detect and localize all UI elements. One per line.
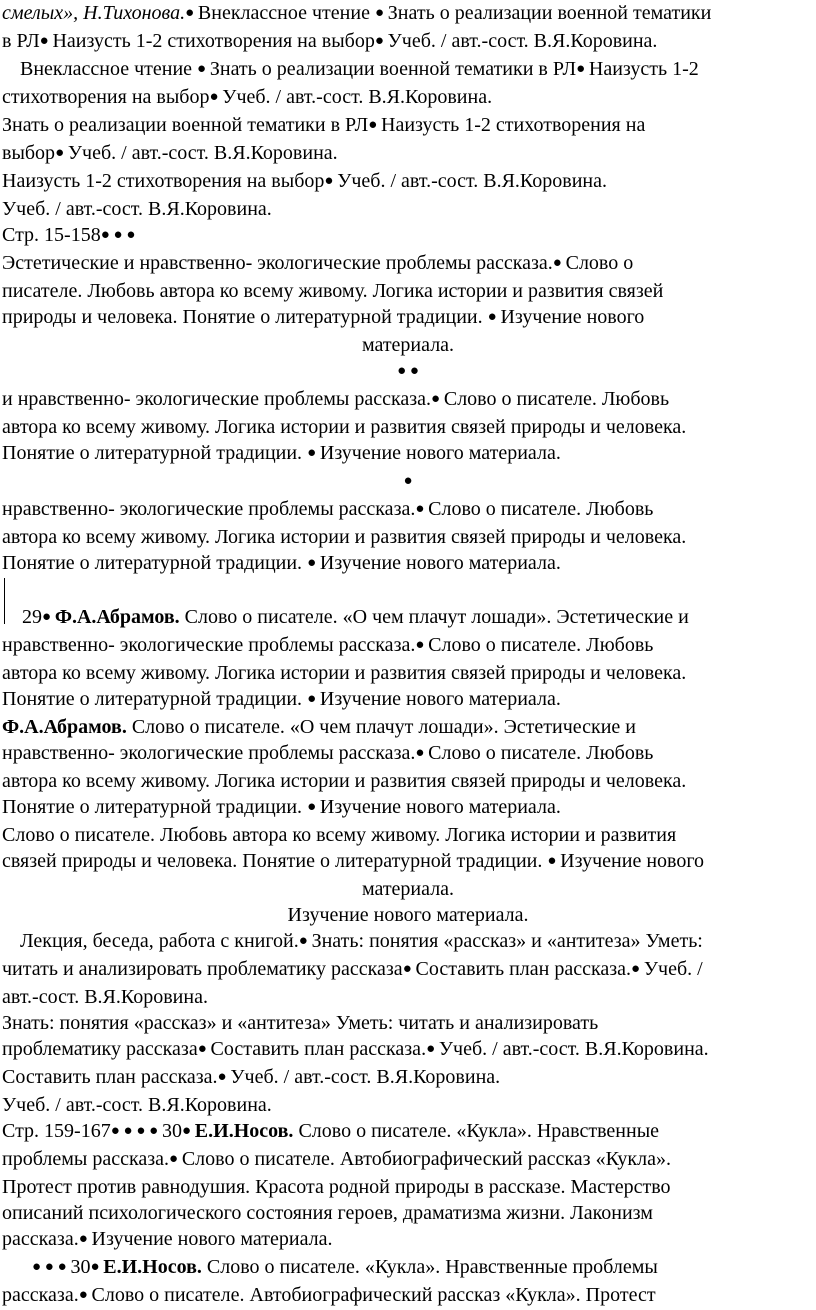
bullet-icon: ●: [403, 473, 413, 489]
text-line: [2, 0, 814, 28]
blank-line: [2, 578, 814, 604]
text-segment: Внеклассное чтение: [197, 2, 375, 24]
text-segment: описаний психологического состояния героев, драматизма жизни. Лаконизм: [2, 1202, 653, 1224]
text-line: [2, 358, 814, 386]
bullet-icon: ●: [368, 117, 382, 133]
bullet-icon: ●: [402, 961, 416, 977]
bullet-icon: ●: [197, 1041, 211, 1057]
text-line: [2, 1064, 814, 1092]
text-line: [2, 304, 814, 332]
text-line: [2, 686, 814, 714]
text-line: [2, 1010, 814, 1036]
bullet-icon: ●: [576, 61, 589, 77]
text-line: [2, 876, 814, 902]
text-segment: 30: [161, 1120, 182, 1142]
text-segment: Учеб. / авт.-сост. В.Я.Коровина.: [438, 1038, 709, 1060]
text-segment: Учеб. / авт.-сост. В.Я.Коровина.: [2, 198, 272, 220]
text-segment: в РЛ: [2, 30, 40, 52]
bullet-icon: ●: [415, 637, 429, 653]
text-line: [2, 768, 814, 794]
text-line: [2, 1118, 814, 1146]
author-name: Ф.А.Абрамов.: [54, 606, 180, 628]
bullet-icon: ●: [426, 1041, 439, 1057]
text-line: [2, 1092, 814, 1118]
text-segment: Знать: понятия «рассказ» и «антитеза» Уметь: читать и анализировать: [2, 1012, 599, 1034]
text-segment: Слово о писателе. Любовь: [428, 742, 654, 764]
text-line: [2, 714, 814, 740]
text-segment: Протест против равнодушия. Красота родной природы в рассказе. Мастерство: [2, 1176, 671, 1198]
text-line: [2, 1226, 814, 1254]
text-line: [2, 660, 814, 686]
text-line: [2, 1036, 814, 1064]
text-segment: и нравственно- экологические проблемы рассказа.: [2, 388, 432, 410]
author-name: Е.И.Носов.: [103, 1256, 202, 1278]
bullet-icon: ●: [197, 61, 210, 77]
text-line: [2, 140, 814, 168]
text-line: [2, 112, 814, 140]
bullet-icon: ●: [374, 5, 388, 21]
text-segment: Слово о писателе. «О чем плачут лошади». Эстетические и: [126, 716, 637, 738]
text-segment: Учеб. / авт.-сост. В.Я.Коровина.: [230, 1066, 501, 1088]
bullet-icon: ●: [169, 1151, 182, 1167]
text-line: [2, 1174, 814, 1200]
text-segment: Изучение нового материала.: [319, 552, 561, 574]
text-segment: читать и анализировать проблематику рассказа: [2, 958, 403, 980]
bullet-icon: ●: [185, 5, 198, 21]
text-segment: Учеб. /: [643, 958, 703, 980]
text-line: [2, 468, 814, 496]
text-line: [2, 632, 814, 660]
text-segment: Учеб. / авт.-сост. В.Я.Коровина.: [337, 170, 607, 192]
author-name: Ф.А.Абрамов.: [2, 716, 127, 738]
text-segment: Учеб. / авт.-сост. В.Я.Коровина.: [67, 142, 338, 164]
bullet-icon: ●: [374, 33, 388, 49]
text-segment: проблематику рассказа: [2, 1038, 198, 1060]
text-segment: Слово о: [565, 252, 634, 274]
text-segment: Учеб. / авт.-сост. В.Я.Коровина.: [387, 30, 658, 52]
italic-text: смелых», Н.Тихонова.: [2, 2, 186, 24]
text-segment: Понятие о литературной традиции.: [2, 796, 308, 818]
bullet-icon: ●: [307, 691, 320, 707]
text-segment: нравственно- экологические проблемы рассказа.: [2, 498, 416, 520]
bullet-icon: ●: [547, 853, 561, 869]
text-segment: Знать о реализации военной тематики в РЛ: [209, 58, 577, 80]
author-name: Е.И.Носов.: [194, 1120, 294, 1142]
text-segment: Слово о писателе. Любовь: [428, 498, 654, 520]
text-segment: автора ко всему живому. Логика истории и развития связей природы и человека.: [2, 662, 687, 684]
text-line: [2, 28, 814, 56]
bullet-icon: ●: [552, 255, 566, 271]
bullet-icon: ●: [55, 145, 68, 161]
bullet-icon: ●: [415, 745, 429, 761]
text-line: [2, 196, 814, 222]
text-segment: Наизусть 1-2 стихотворения на выбор: [52, 30, 375, 52]
text-line: [2, 332, 814, 358]
bullet-icon: ●: [90, 1259, 104, 1275]
text-segment: природы и человека. Понятие о литературной традиции.: [2, 306, 488, 328]
text-line: [2, 386, 814, 414]
bullet-icon: ●: [631, 961, 644, 977]
text-line: [2, 250, 814, 278]
text-segment: Знать о реализации военной тематики в РЛ: [2, 114, 369, 136]
text-segment: Наизусть 1-2 стихотворения на: [381, 114, 646, 136]
text-segment: Понятие о литературной традиции.: [2, 442, 308, 464]
text-segment: стихотворения на выбор: [2, 86, 210, 108]
bullet-icon: ●: [298, 933, 312, 949]
text-segment: автора ко всему живому. Логика истории и развития связей природы и человека.: [2, 526, 687, 548]
text-segment: Составить план рассказа.: [2, 1066, 218, 1088]
text-line: [2, 496, 814, 524]
text-segment: Слово о писателе. Любовь автора ко всему живому. Логика истории и развития: [2, 824, 677, 846]
text-segment: автора ко всему живому. Логика истории и развития связей природы и человека.: [2, 416, 687, 438]
text-segment: Изучение нового материала.: [319, 442, 561, 464]
text-segment: Составить план рассказа.: [210, 1038, 427, 1060]
text-line: [2, 550, 814, 578]
text-line: [2, 740, 814, 768]
bullet-icon: ●: [181, 1123, 195, 1139]
bullet-icon: ● ● ●: [32, 1259, 71, 1275]
text-segment: Стр. 15-158: [2, 224, 101, 246]
text-line: [2, 524, 814, 550]
text-segment: Слово о писателе. Любовь: [443, 388, 670, 410]
bullet-icon: ●: [78, 1231, 92, 1247]
text-segment: Учеб. / авт.-сост. В.Я.Коровина.: [2, 1094, 272, 1116]
text-segment: Изучение нового: [500, 306, 645, 328]
text-cursor-mark: [4, 578, 5, 624]
text-segment: автора ко всему живому. Логика истории и развития связей природы и человека.: [2, 770, 687, 792]
bullet-icon: ●: [78, 1287, 92, 1303]
text-segment: материала.: [361, 334, 455, 356]
text-segment: авт.-сост. В.Я.Коровина.: [2, 986, 208, 1008]
bullet-icon: ●: [217, 1069, 231, 1085]
text-line: [2, 278, 814, 304]
bullet-icon: ● ● ● ●: [110, 1123, 162, 1139]
text-line: [2, 822, 814, 848]
bullet-icon: ●: [39, 33, 53, 49]
text-segment: Изучение нового материала.: [319, 688, 561, 710]
text-line: [2, 1282, 814, 1310]
bullet-icon: ● ● ●: [100, 227, 136, 243]
text-line: [2, 1200, 814, 1226]
text-segment: Слово о писателе. Автобиографический рассказ «Кукла». Протест: [91, 1284, 656, 1306]
bullet-icon: ● ●: [397, 363, 419, 379]
text-segment: Составить план рассказа.: [415, 958, 632, 980]
text-segment: Лекция, беседа, работа с книгой.: [20, 930, 299, 952]
text-segment: писателе. Любовь автора ко всему живому. Логика истории и развития связей: [2, 280, 664, 302]
text-segment: Слово о писателе. «Кукла». Нравственные проблемы: [201, 1256, 658, 1278]
text-line: [2, 168, 814, 196]
text-segment: Стр. 159-167: [2, 1120, 111, 1142]
bullet-icon: ●: [307, 555, 320, 571]
text-segment: связей природы и человека. Понятие о литературной традиции.: [2, 850, 548, 872]
text-segment: Изучение нового: [560, 850, 705, 872]
bullet-icon: ●: [415, 501, 429, 517]
text-segment: 30: [70, 1256, 91, 1278]
text-segment: нравственно- экологические проблемы рассказа.: [2, 742, 416, 764]
text-segment: Наизусть 1-2 стихотворения на выбор: [2, 170, 325, 192]
text-line: [2, 928, 814, 956]
text-segment: 29: [22, 606, 42, 628]
text-segment: Изучение нового материала.: [319, 796, 561, 818]
text-segment: рассказа.: [2, 1284, 79, 1306]
bullet-icon: ●: [307, 445, 320, 461]
text-line: [2, 984, 814, 1010]
text-segment: нравственно- экологические проблемы рассказа.: [2, 634, 416, 656]
text-segment: Слово о писателе. Любовь: [428, 634, 654, 656]
text-line: [2, 1146, 814, 1174]
text-segment: Понятие о литературной традиции.: [2, 552, 308, 574]
text-segment: Знать о реализации военной тематики: [387, 2, 712, 24]
text-segment: проблемы рассказа.: [2, 1148, 170, 1170]
text-segment: Слово о писателе. «О чем плачут лошади». Эстетические и: [179, 606, 689, 628]
text-segment: Слово о писателе. «Кукла». Нравственные: [293, 1120, 660, 1142]
text-line: [2, 956, 814, 984]
text-line: [2, 222, 814, 250]
bullet-icon: ●: [324, 173, 338, 189]
text-segment: Изучение нового материала.: [91, 1228, 333, 1250]
text-segment: Внеклассное чтение: [20, 58, 198, 80]
text-segment: Эстетические и нравственно- экологические проблемы рассказа.: [2, 252, 553, 274]
text-segment: Понятие о литературной традиции.: [2, 688, 308, 710]
text-segment: рассказа.: [2, 1228, 79, 1250]
bullet-icon: ●: [307, 799, 320, 815]
bullet-icon: ●: [42, 609, 55, 625]
text-line: [2, 414, 814, 440]
text-line: [2, 604, 814, 632]
text-segment: материала.: [361, 878, 455, 900]
text-line: [2, 902, 814, 928]
text-line: [2, 1254, 814, 1282]
text-line: [2, 84, 814, 112]
text-segment: Учеб. / авт.-сост. В.Я.Коровина.: [222, 86, 493, 108]
text-line: [2, 440, 814, 468]
text-segment: Слово о писателе. Автобиографический рассказ «Кукла».: [181, 1148, 671, 1170]
text-line: [2, 848, 814, 876]
bullet-icon: ●: [209, 89, 223, 105]
text-segment: Изучение нового материала.: [287, 904, 529, 926]
text-segment: выбор: [2, 142, 56, 164]
text-line: [2, 56, 814, 84]
text-line: [2, 794, 814, 822]
bullet-icon: ●: [431, 391, 444, 407]
text-segment: Знать: понятия «рассказ» и «антитеза» Уметь:: [311, 930, 703, 952]
bullet-icon: ●: [487, 309, 501, 325]
text-segment: Наизусть 1-2: [588, 58, 699, 80]
